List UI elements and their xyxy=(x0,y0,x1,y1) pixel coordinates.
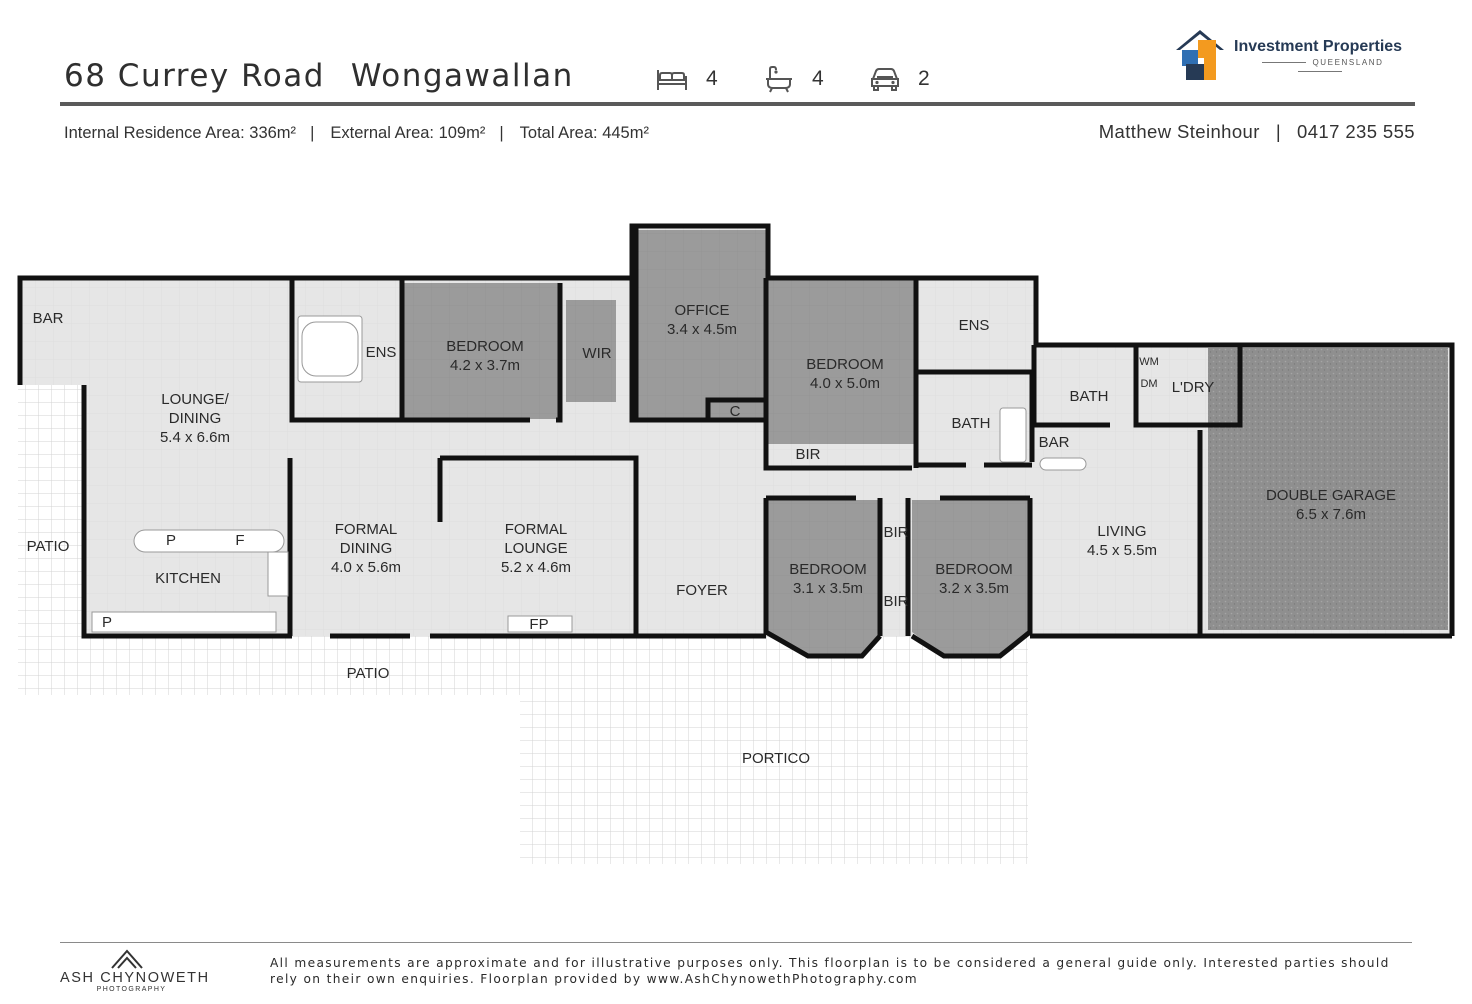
bathroom-count xyxy=(764,64,824,94)
external-area: External Area: 109m² xyxy=(330,124,486,142)
agent-contact xyxy=(1099,121,1415,143)
disclaimer-text: All measurements are approximate and for illustrative purposes only. This floorplan is to be considered a general guide only. Interested parties should rely on their own enquiries. Floorplan provided by www.AshChynowethPhotography.com xyxy=(270,956,1390,986)
label-foyer: FOYER xyxy=(676,582,728,599)
patio-south xyxy=(18,632,523,695)
photographer-name: ASH CHYNOWETH xyxy=(60,970,210,986)
suburb-name: Wongawallan xyxy=(350,58,574,94)
car-icon xyxy=(870,66,900,92)
agent-phone: 0417 235 555 xyxy=(1297,121,1415,142)
label-living-dim: 4.5 x 5.5m xyxy=(1086,542,1158,559)
label-pantry-2: P xyxy=(101,614,113,631)
label-bedroom-4-dim: 3.2 x 3.5m xyxy=(938,580,1010,597)
brand-name: Investment Properties xyxy=(1234,38,1403,55)
label-formal-lounge-2: LOUNGE xyxy=(504,540,568,557)
bedroom-count xyxy=(656,64,718,94)
label-bar-2: BAR xyxy=(1038,434,1070,451)
bed-icon xyxy=(656,66,688,92)
floor-plan xyxy=(0,200,1472,880)
bedroom-4-floor xyxy=(912,500,1030,656)
label-pantry-1: P xyxy=(165,532,177,549)
car-count-value: 2 xyxy=(918,67,930,90)
header-divider xyxy=(60,102,1415,106)
label-wir: WIR xyxy=(582,345,612,362)
agent-separator: | xyxy=(1275,121,1282,142)
area-separator: | xyxy=(310,124,315,142)
label-bir-1: BIR xyxy=(795,446,821,463)
bathroom-count-value: 4 xyxy=(812,67,824,90)
label-bedroom-4: BEDROOM xyxy=(935,561,1013,578)
bedroom-count-value: 4 xyxy=(706,67,718,90)
label-kitchen: KITCHEN xyxy=(155,570,221,587)
label-bedroom-2: BEDROOM xyxy=(806,356,884,373)
bath-icon xyxy=(764,65,794,93)
label-bedroom-1-dim: 4.2 x 3.7m xyxy=(449,357,521,374)
label-patio-south: PATIO xyxy=(346,665,390,682)
label-formal-dining-2: DINING xyxy=(339,540,393,557)
agent-name: Matthew Steinhour xyxy=(1098,121,1260,142)
total-area: Total Area: 445m² xyxy=(519,124,649,142)
label-bedroom-1: BEDROOM xyxy=(446,338,524,355)
label-living: LIVING xyxy=(1097,523,1147,540)
label-formal-lounge-dim: 5.2 x 4.6m xyxy=(500,559,572,576)
label-ens-1: ENS xyxy=(365,344,397,361)
label-fridge: F xyxy=(235,532,245,549)
label-portico: PORTICO xyxy=(741,750,811,767)
label-office-dim: 3.4 x 4.5m xyxy=(666,321,738,338)
label-bir-3: BIR xyxy=(883,593,909,610)
property-address xyxy=(64,58,574,94)
street-name: 68 Currey Road xyxy=(64,58,325,94)
label-bedroom-3: BEDROOM xyxy=(789,561,867,578)
label-garage-dim: 6.5 x 7.6m xyxy=(1295,506,1367,523)
bedroom-3-floor xyxy=(766,500,882,656)
car-count xyxy=(870,64,930,94)
label-patio-west: PATIO xyxy=(26,538,70,555)
label-laundry: L'DRY xyxy=(1171,379,1215,396)
area-separator: | xyxy=(499,124,504,142)
portico-area xyxy=(520,632,1028,864)
label-bar-1: BAR xyxy=(32,310,64,327)
label-office: OFFICE xyxy=(674,302,730,319)
label-formal-dining-1: FORMAL xyxy=(334,521,398,538)
label-lounge-dim: 5.4 x 6.6m xyxy=(159,429,231,446)
area-summary xyxy=(64,124,649,143)
internal-area: Internal Residence Area: 336m² xyxy=(64,124,297,142)
photographer-logo-icon xyxy=(110,948,144,970)
label-fireplace: FP xyxy=(529,616,549,633)
brand-subtitle: QUEENSLAND xyxy=(1234,58,1406,76)
label-bath-1: BATH xyxy=(951,415,991,432)
label-formal-dining-dim: 4.0 x 5.6m xyxy=(330,559,402,576)
label-dm: DM xyxy=(1140,378,1158,390)
label-garage: DOUBLE GARAGE xyxy=(1265,487,1397,504)
label-lounge-1: LOUNGE/ xyxy=(161,391,229,408)
label-bedroom-2-dim: 4.0 x 5.0m xyxy=(809,375,881,392)
label-bedroom-3-dim: 3.1 x 3.5m xyxy=(792,580,864,597)
photographer-subtitle: PHOTOGRAPHY xyxy=(96,986,167,993)
label-formal-lounge-1: FORMAL xyxy=(504,521,568,538)
label-cupboard: C xyxy=(729,403,741,420)
label-lounge-2: DINING xyxy=(168,410,222,427)
label-wm: WM xyxy=(1139,356,1159,368)
footer-divider xyxy=(60,942,1412,943)
label-bir-2: BIR xyxy=(883,524,909,541)
label-bath-2: BATH xyxy=(1069,388,1109,405)
label-ens-2: ENS xyxy=(958,317,990,334)
